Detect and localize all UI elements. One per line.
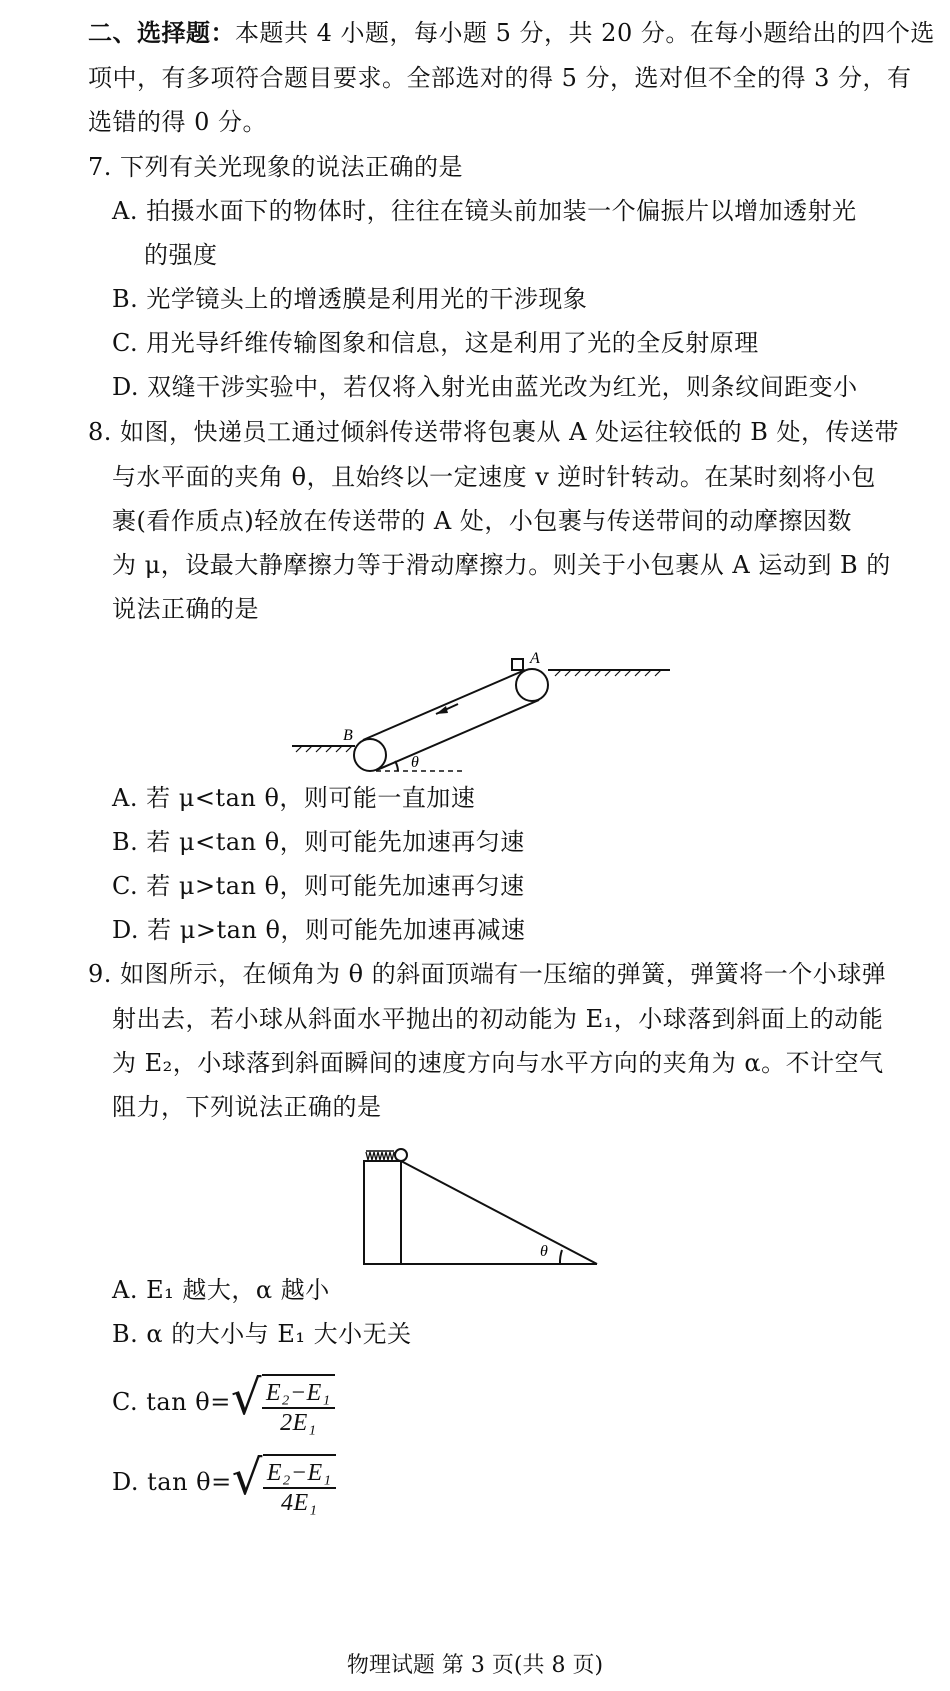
q9-stem-line1: 9. 如图所示，在倾角为 θ 的斜面顶端有一压缩的弹簧，弹簧将一个小球弹 — [88, 960, 887, 988]
compressed-spring — [366, 1152, 394, 1160]
q8-stem-line5: 说法正确的是 — [112, 595, 259, 623]
q9-stem-line4: 阻力，下列说法正确的是 — [112, 1093, 382, 1121]
q9-stem-line2: 射出去，若小球从斜面水平抛出的初动能为 E₁，小球落到斜面上的动能 — [112, 1005, 884, 1033]
d-denominator: 4E₁ — [280, 1489, 318, 1516]
q8-option-a: A. 若 μ<tan θ，则可能一直加速 — [112, 784, 476, 812]
q8-stem-line2: 与水平面的夹角 θ，且始终以一定速度 v 逆时针转动。在某时刻将小包 — [112, 463, 876, 491]
q8-stem-line3: 裹(看作质点)轻放在传送带的 A 处，小包裹与传送带间的动摩擦因数 — [112, 507, 852, 535]
platform-block — [364, 1161, 401, 1264]
incline-hypotenuse — [401, 1161, 597, 1264]
q8-option-d: D. 若 μ>tan θ，则可能先加速再减速 — [112, 916, 526, 944]
q7-option-b: B. 光学镜头上的增透膜是利用光的干涉现象 — [112, 285, 588, 313]
q8-stem-line1: 8. 如图，快递员工通过倾斜传送带将包裹从 A 处运往较低的 B 处，传送带 — [88, 418, 900, 446]
label-B: B — [343, 727, 353, 744]
d-numerator: E₂−E₁ — [263, 1459, 336, 1489]
q9-option-d: D. tan θ= √ $\frac{\text{E₂−E₁}}{\text{4E₁}}$ — [112, 1448, 336, 1517]
ball — [395, 1149, 407, 1161]
q7-option-d: D. 双缝干涉实验中，若仅将入射光由蓝光改为红光，则条纹间距变小 — [112, 373, 858, 401]
label-A: A — [530, 650, 540, 667]
section-intro-line3: 选错的得 0 分。 — [88, 108, 268, 136]
c-denominator: 2E₁ — [280, 1409, 317, 1436]
page-footer: 物理试题 第 3 页(共 8 页) — [346, 1653, 604, 1678]
c-numerator: E₂−E₁ — [262, 1379, 335, 1409]
label-theta-q9: θ — [540, 1243, 548, 1260]
q7-stem: 7. 下列有关光现象的说法正确的是 — [88, 153, 464, 181]
q9-stem-line3: 为 E₂，小球落到斜面瞬间的速度方向与水平方向的夹角为 α。不计空气 — [112, 1049, 884, 1077]
sqrt-c: √ $\frac{\text{E₂−E₁}}{\text{2E₁}}$ — [231, 1368, 335, 1437]
q9-option-b: B. α 的大小与 E₁ 大小无关 — [112, 1320, 412, 1348]
q7-option-c: C. 用光导纤维传输图象和信息，这是利用了光的全反射原理 — [112, 329, 759, 357]
theta-arc-q9 — [560, 1250, 562, 1264]
q8-option-b: B. 若 μ<tan θ，则可能先加速再匀速 — [112, 828, 525, 856]
q7-option-a: A. 拍摄水面下的物体时，往往在镜头前加装一个偏振片以增加透射光 — [112, 197, 857, 225]
section-intro-line1: 二、选择题：本题共 4 小题，每小题 5 分，共 20 分。在每小题给出的四个选 — [88, 18, 935, 47]
sqrt-d: √ $\frac{\text{E₂−E₁}}{\text{4E₁}}$ — [232, 1448, 336, 1517]
q9-option-c: C. tan θ= √ $\frac{\text{E₂−E₁}}{\text{2E₁}}$ — [112, 1368, 335, 1437]
q8-stem-line4: 为 μ，设最大静摩擦力等于滑动摩擦力。则关于小包裹从 A 运动到 B 的 — [112, 551, 891, 579]
q8-option-c: C. 若 μ>tan θ，则可能先加速再匀速 — [112, 872, 525, 900]
section-heading: 二、选择题： — [88, 18, 235, 47]
label-theta-q8: θ — [411, 754, 419, 771]
q7-option-a-cont: 的强度 — [144, 241, 218, 269]
section-intro-line2: 项中，有多项符合题目要求。全部选对的得 5 分，选对但不全的得 3 分，有 — [88, 64, 912, 92]
q9-option-a: A. E₁ 越大，α 越小 — [112, 1276, 330, 1304]
